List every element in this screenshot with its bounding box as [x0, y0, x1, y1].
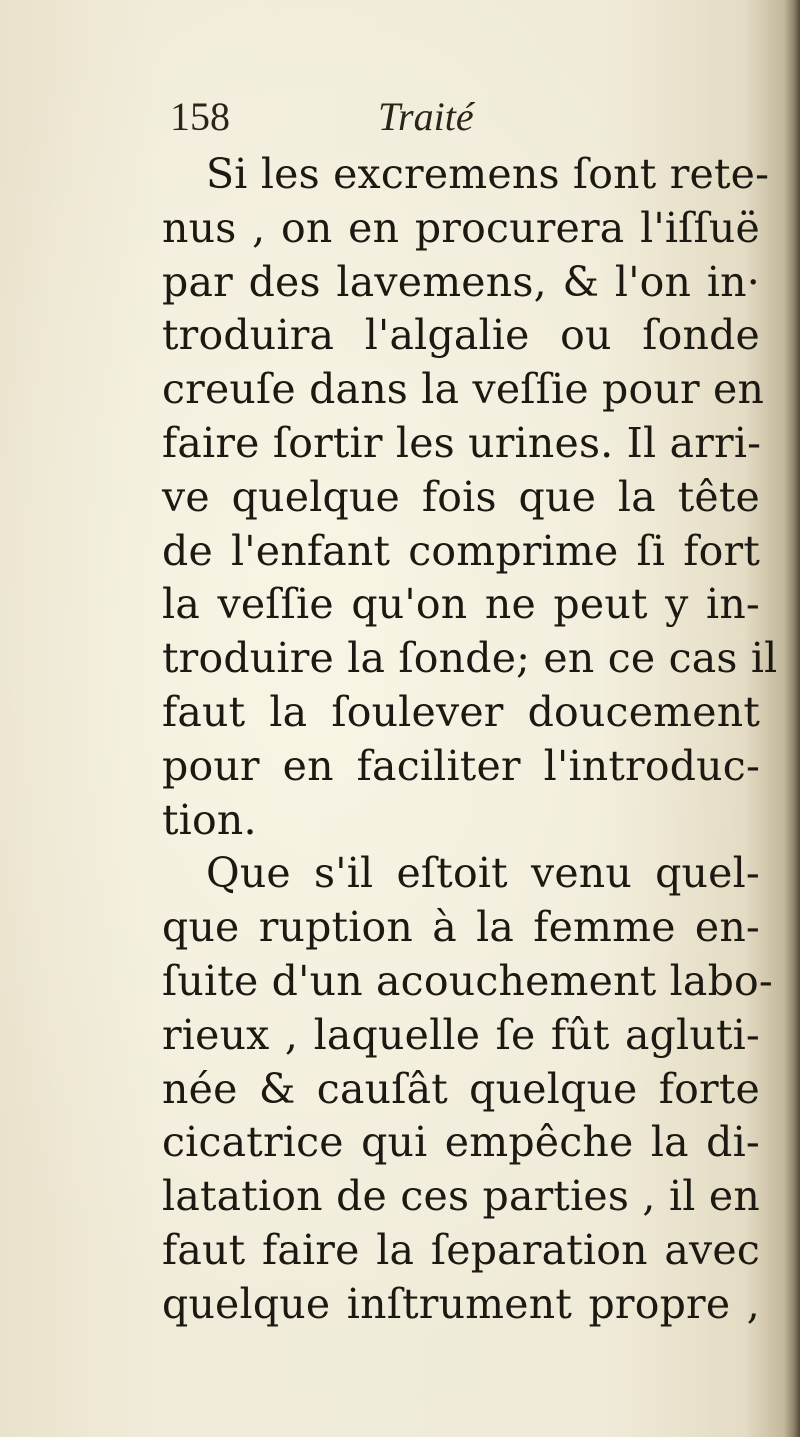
text-line: pour en faciliter l'introduc-	[162, 741, 760, 790]
text-line: Que s'il eſtoit venu quel-	[206, 849, 760, 898]
page-gutter-shadow	[784, 0, 800, 1437]
paragraph-1	[162, 148, 778, 847]
page-header	[170, 92, 570, 142]
text-line: nus , on en procurera l'iſſuë	[162, 203, 760, 252]
running-title: Traité	[378, 94, 474, 139]
text-line: ve quelque fois que la tête	[162, 472, 760, 521]
text-line: troduira l'algalie ou ſonde	[162, 311, 760, 360]
paragraph-2	[162, 847, 773, 1331]
text-line: faut faire la ſeparation avec	[162, 1225, 760, 1274]
text-line: de l'enfant comprime ſi fort	[162, 526, 760, 575]
page-number: 158	[170, 94, 230, 139]
text-line: la veſſie qu'on ne peut y in-	[162, 580, 760, 629]
body-text	[162, 148, 778, 1332]
text-line: faire ſortir les urines. Il arri-	[162, 418, 762, 467]
text-line: quelque inſtrument propre ,	[162, 1279, 760, 1328]
text-line: tion.	[162, 795, 257, 844]
text-line: rieux , laquelle ſe fût agluti-	[162, 1010, 760, 1059]
text-line: ſuite d'un acouchement labo-	[162, 956, 773, 1005]
text-line: creuſe dans la veſſie pour en	[162, 365, 765, 414]
text-line: née & cauſât quelque forte	[162, 1064, 760, 1113]
text-line: troduire la ſonde; en ce cas il	[162, 634, 778, 683]
text-line: Si les excremens ſont rete-	[206, 150, 770, 198]
text-line: cicatrice qui empêche la di-	[162, 1118, 760, 1167]
text-line: latation de ces parties , il en	[162, 1172, 760, 1221]
text-line: par des lavemens, & l'on in·	[162, 257, 760, 306]
text-line: faut la ſoulever doucement	[162, 687, 760, 736]
text-line: que ruption à la femme en-	[162, 903, 760, 952]
